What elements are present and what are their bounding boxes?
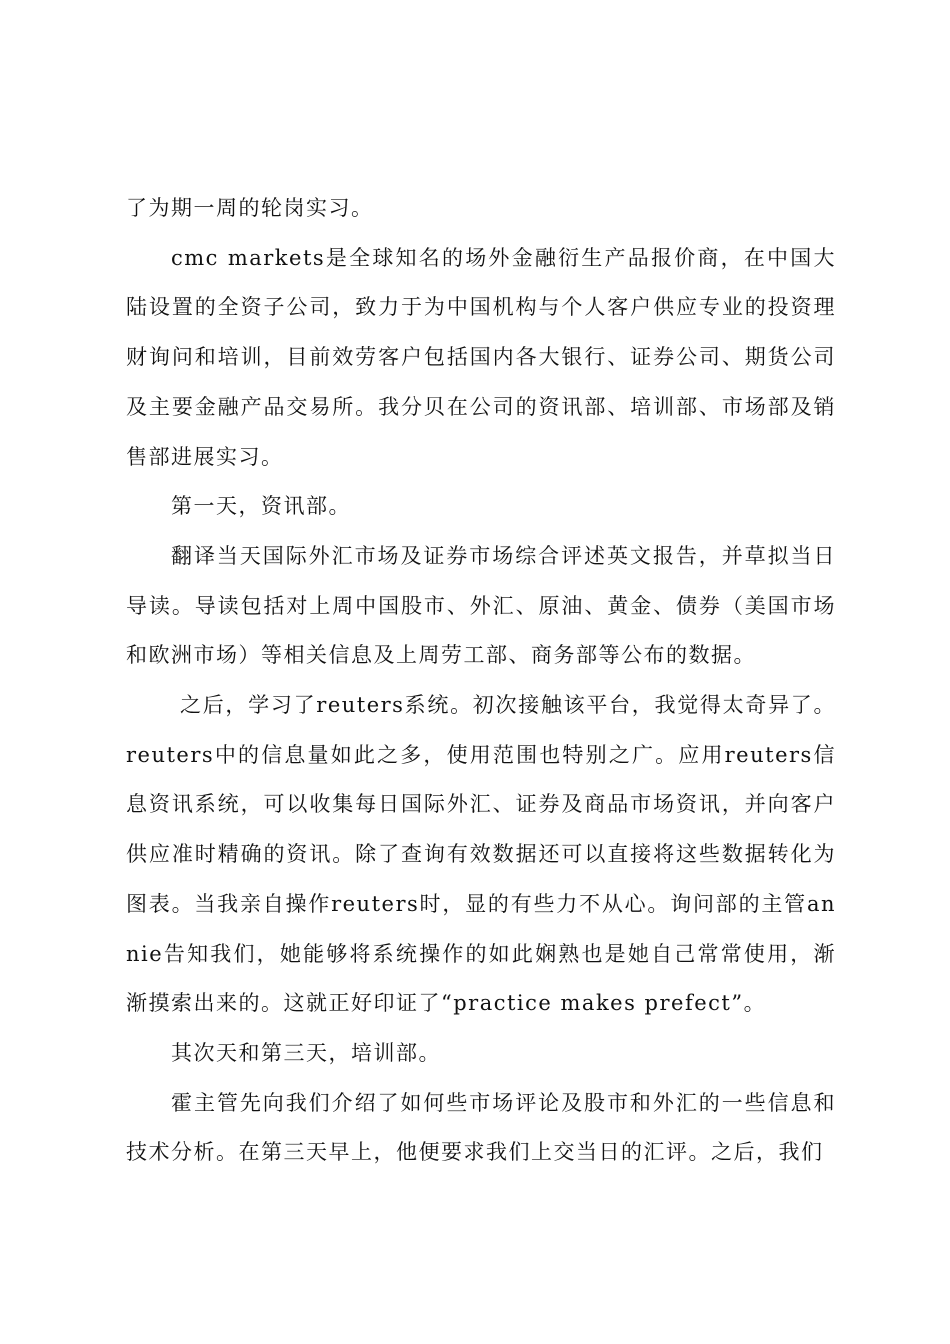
document-body (126, 184, 836, 1178)
paragraph-continuation: 了为期一周的轮岗实习。 (126, 196, 374, 220)
paragraph-day-two-three-heading: 其次天和第三天，培训部。 (171, 1040, 441, 1065)
paragraph-reuters-system: 之后，学习了reuters系统。初次接触该平台，我觉得太奇异了。reuters中的信息量如此之多，使用范围也特别之广。应用reuters信息资讯系统，可以收集每日国际外汇、证券及商品市场资讯，并向客户供应准时精确的资讯。除了查询有效数据还可以直接将这些数据转化为图表。当我亲自操作reuters时，显的有些力不从心。询问部的主管annie告知我们，她能够将系统操作的如此娴熟也是她自己常常使用，渐渐摸索出来的。这就正好印证了“practice makes prefect”。 (126, 693, 836, 1016)
paragraph-company-intro: cmc markets是全球知名的场外金融衍生产品报价商，在中国大陆设置的全资子公司，致力于为中国机构与个人客户供应专业的投资理财询问和培训，目前效劳客户包括国内各大银行、证券公司、期货公司及主要金融产品交易所。我分贝在公司的资讯部、培训部、市场部及销售部进展实习。 (126, 245, 836, 469)
paragraph-translation-task: 翻译当天国际外汇市场及证券市场综合评述英文报告，并草拟当日导读。导读包括对上周中国股市、外汇、原油、黄金、债券（美国市场和欧洲市场）等相关信息及上周劳工部、商务部等公布的数据。 (126, 543, 836, 668)
paragraph-training-dept: 霍主管先向我们介绍了如何些市场评论及股市和外汇的一些信息和技术分析。在第三天早上，他便要求我们上交当日的汇评。之后，我们 (126, 1090, 836, 1165)
paragraph-day-one-heading: 第一天，资讯部。 (171, 494, 351, 519)
